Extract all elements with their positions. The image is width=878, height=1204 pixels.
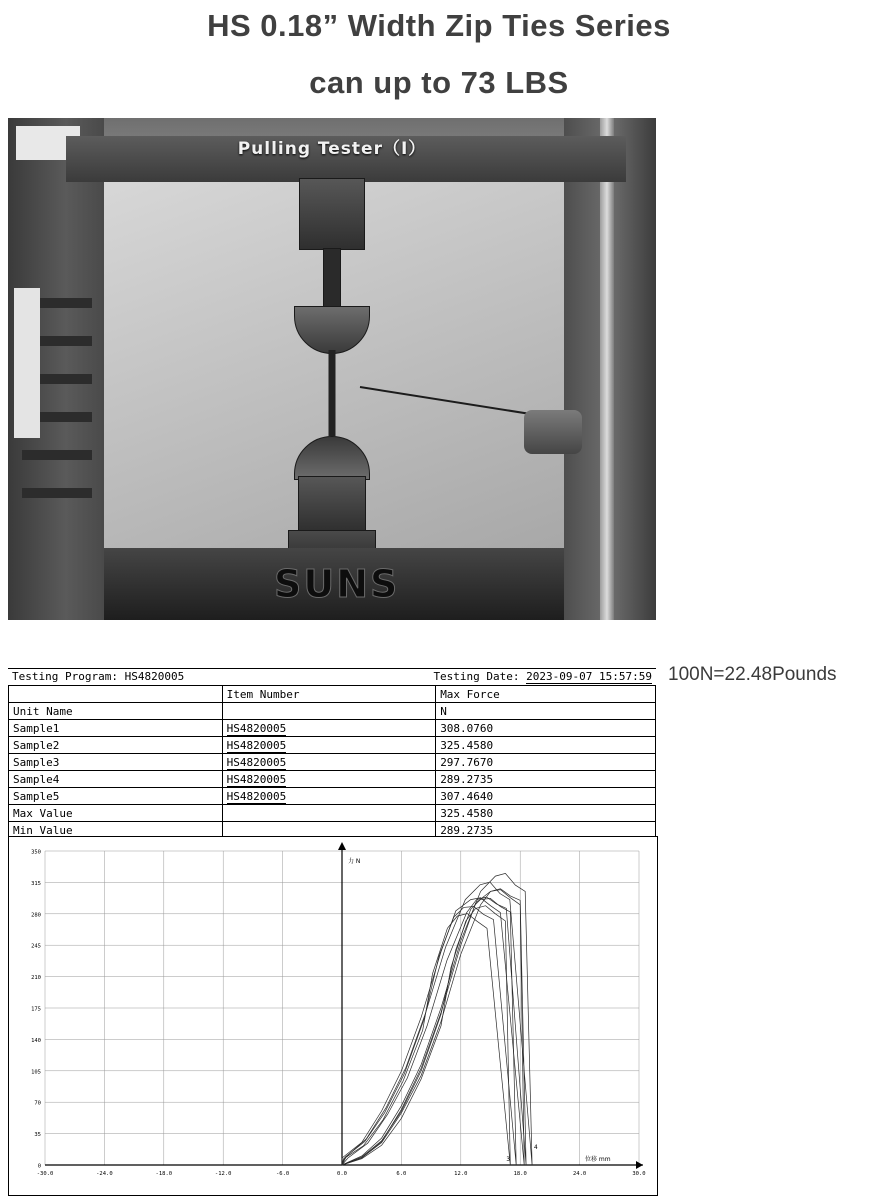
machine-name-label: Pulling Tester（Ⅰ） (237, 139, 427, 159)
photo-canvas (8, 118, 656, 620)
title-line-1: HS 0.18” Width Zip Ties Series (207, 8, 671, 43)
sample-item-number: HS4820005 (222, 771, 436, 788)
machine-guide-rod (600, 118, 614, 620)
svg-text:315: 315 (31, 880, 41, 887)
program-field (12, 670, 184, 683)
sample-item-number: HS4820005 (222, 737, 436, 754)
test-report (8, 668, 656, 839)
paper-sheet-side (14, 288, 40, 438)
program-label: Testing Program: (12, 670, 118, 683)
svg-text:210: 210 (31, 975, 41, 982)
svg-text:70: 70 (34, 1100, 41, 1107)
svg-text:0: 0 (37, 1163, 41, 1170)
sample-item-number: HS4820005 (222, 788, 436, 805)
table-row-unit (9, 703, 656, 720)
lower-fixture (298, 476, 366, 532)
page-title (0, 0, 878, 106)
table-row (9, 737, 656, 754)
sample-max-force: 307.4640 (436, 788, 656, 805)
unit-item-value (222, 703, 436, 720)
max-value-item (222, 805, 436, 822)
svg-text:105: 105 (31, 1069, 41, 1076)
program-value: HS4820005 (124, 670, 185, 683)
table-row (9, 720, 656, 737)
max-value-label: Max Value (9, 805, 223, 822)
svg-text:35: 35 (34, 1132, 41, 1139)
title-line-2: can up to 73 LBS (309, 64, 569, 100)
results-table (8, 685, 656, 839)
zip-tie-specimen (329, 350, 336, 436)
side-anchor-knob (524, 410, 582, 454)
sample-item-number: HS4820005 (222, 720, 436, 737)
svg-text:-24.0: -24.0 (96, 1171, 113, 1177)
svg-text:-6.0: -6.0 (275, 1171, 290, 1177)
table-header-row (9, 686, 656, 703)
unit-name-label: Unit Name (9, 703, 223, 720)
svg-text:280: 280 (31, 912, 41, 919)
svg-text:12.0: 12.0 (454, 1171, 468, 1177)
min-value-label: Min Value (9, 822, 223, 839)
col-header-item-number: Item Number (222, 686, 436, 703)
sample-max-force: 289.2735 (436, 771, 656, 788)
sample-max-force: 308.0760 (436, 720, 656, 737)
max-value-force: 325.4580 (436, 805, 656, 822)
upper-shaft (323, 248, 341, 308)
conversion-note: 100N=22.48Pounds (668, 664, 837, 685)
sample-name: Sample4 (9, 771, 223, 788)
date-field (433, 670, 652, 683)
machine-brand-label: SUNS (274, 562, 400, 606)
col-header-blank (9, 686, 223, 703)
date-label: Testing Date: (433, 670, 520, 683)
force-displacement-chart (8, 836, 658, 1196)
sample-name: Sample2 (9, 737, 223, 754)
min-value-force: 289.2735 (436, 822, 656, 839)
machine-base (104, 548, 564, 620)
unit-force-value: N (436, 703, 656, 720)
chart-svg (9, 837, 655, 1193)
sample-name: Sample5 (9, 788, 223, 805)
sample-max-force: 325.4580 (436, 737, 656, 754)
svg-text:175: 175 (31, 1006, 41, 1013)
svg-text:24.0: 24.0 (572, 1171, 587, 1177)
svg-text:-30.0: -30.0 (36, 1171, 54, 1177)
svg-text:位移 mm: 位移 mm (585, 1156, 611, 1163)
svg-text:-18.0: -18.0 (155, 1171, 173, 1177)
svg-text:0.0: 0.0 (337, 1171, 347, 1177)
sample-name: Sample3 (9, 754, 223, 771)
svg-text:6.0: 6.0 (396, 1171, 407, 1177)
svg-text:18.0: 18.0 (513, 1171, 527, 1177)
sample-name: Sample1 (9, 720, 223, 737)
machine-right-column (564, 118, 656, 620)
svg-text:30.0: 30.0 (632, 1171, 646, 1177)
svg-text:140: 140 (31, 1037, 41, 1044)
svg-text:245: 245 (31, 943, 41, 950)
svg-text:力 N: 力 N (348, 858, 361, 865)
table-row (9, 771, 656, 788)
svg-text:3: 3 (506, 1156, 510, 1163)
table-row (9, 788, 656, 805)
date-value: 2023-09-07 15:57:59 (526, 670, 652, 683)
table-row-max (9, 805, 656, 822)
report-header (8, 668, 656, 685)
col-header-max-force: Max Force (436, 686, 656, 703)
svg-text:350: 350 (31, 849, 41, 856)
svg-text:4: 4 (534, 1144, 538, 1151)
upper-crosshead (299, 178, 365, 250)
sample-item-number: HS4820005 (222, 754, 436, 771)
table-row (9, 754, 656, 771)
tester-photo (8, 118, 656, 620)
sample-max-force: 297.7670 (436, 754, 656, 771)
svg-text:-12.0: -12.0 (214, 1171, 232, 1177)
